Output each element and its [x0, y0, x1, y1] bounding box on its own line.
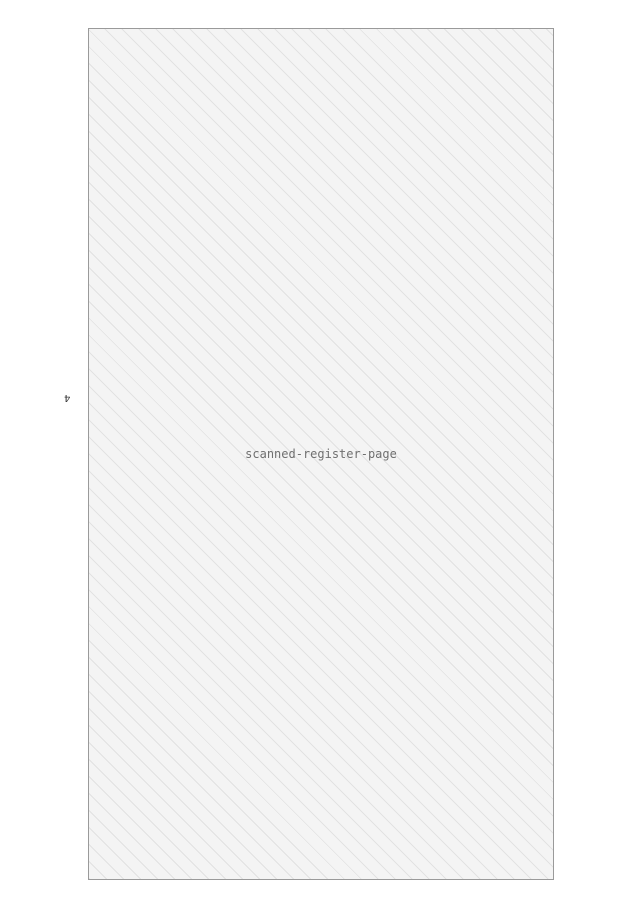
scanned-register-page — [88, 28, 554, 880]
scanned-register-page-label: scanned-register-page — [245, 447, 397, 461]
page-number: 4 — [64, 392, 71, 403]
